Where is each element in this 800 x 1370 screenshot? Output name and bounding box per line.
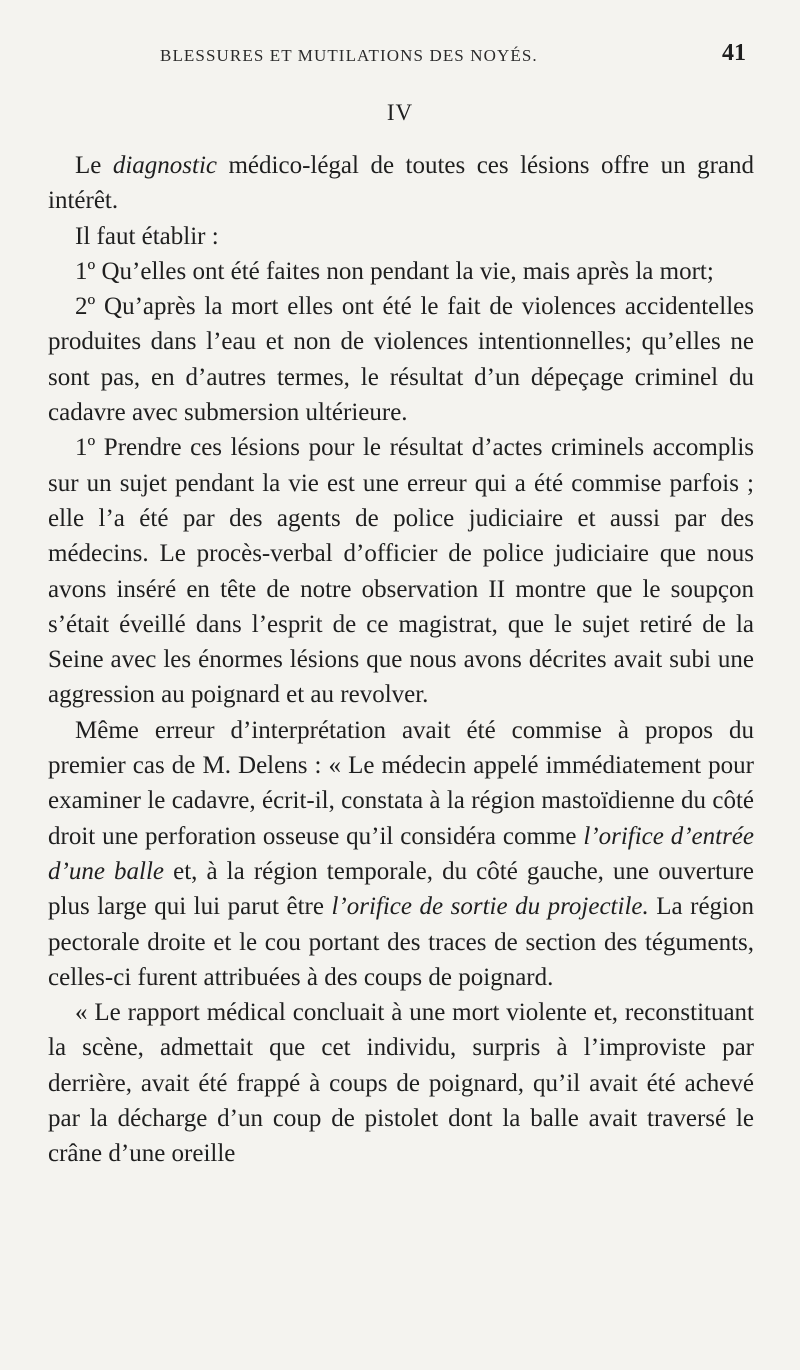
section-heading: IV — [386, 100, 414, 125]
text-run: La région pectorale droite et le cou portant des traces de section des téguments, celles-ci furent attribuées à des coups de poignard. — [48, 893, 755, 991]
page-header — [0, 38, 800, 72]
paragraph-point-2: 2º Qu’après la mort elles ont été le fait de violences accidentelles produites dans l’eau et non de violences intentionnelles; qu’elles ne sont pas, en d’autres termes, le résultat d’un dépeçage criminel du cadavre avec submersion ultérieure. — [48, 293, 754, 427]
text-run: Même erreur d’interprétation avait été commise à propos du premier cas de M. Delens : « Le médecin appelé immédiatement pour examiner le cadavre, écrit-il, constata à la région mastoïdienne du côté droit une perforation osseuse qu’il considéra comme — [48, 716, 754, 850]
running-head: BLESSURES ET MUTILATIONS DES NOYÉS. — [160, 46, 538, 65]
page-number: 41 — [722, 40, 746, 66]
text-run: médico-légal de toutes ces lésions offre un grand intérêt. — [48, 152, 754, 215]
text-run: Le — [75, 152, 113, 179]
paragraph-establish: Il faut établir : — [75, 222, 219, 250]
italic-phrase: l’orifice d’entrée d’une balle — [48, 822, 754, 885]
text-run: et, à la région temporale, du côté gauche, une ouverture plus large qui lui parut être — [48, 857, 754, 921]
body-text — [48, 148, 754, 1172]
italic-term: diagnostic — [112, 152, 218, 179]
paragraph-report: « Le rapport médical concluait à une mort violente et, reconstituant la scène, admettait que cet individu, surpris à l’improviste par derrière, avait été frappé à coups de poignard, qu’il avait été achevé par la décharge d’un coup de pistolet dont la balle avait traversé le crâne d’une oreille — [48, 999, 754, 1168]
paragraph-delens — [48, 713, 754, 995]
paragraph-error: 1º Prendre ces lésions pour le résultat d’actes criminels accomplis sur un sujet pendant la vie est une erreur qui a été commise parfois ; elle l’a été par des agents de police judiciaire et aussi par des médecins. Le procès-verbal d’officier de police judiciaire que nous avons inséré en tête de notre observation II montre que le soupçon s’était éveillé dans l’esprit de ce magistrat, que le sujet retiré de la Seine avec les énormes lésions que nous avons décrites avait subi une aggression au poignard et au revolver. — [48, 434, 754, 709]
paragraph-point-1: 1º Qu’elles ont été faites non pendant la vie, mais après la mort; — [75, 257, 714, 285]
paragraph-diagnostic — [48, 148, 754, 219]
italic-phrase: l’orifice de sortie du projectile. — [331, 893, 649, 921]
